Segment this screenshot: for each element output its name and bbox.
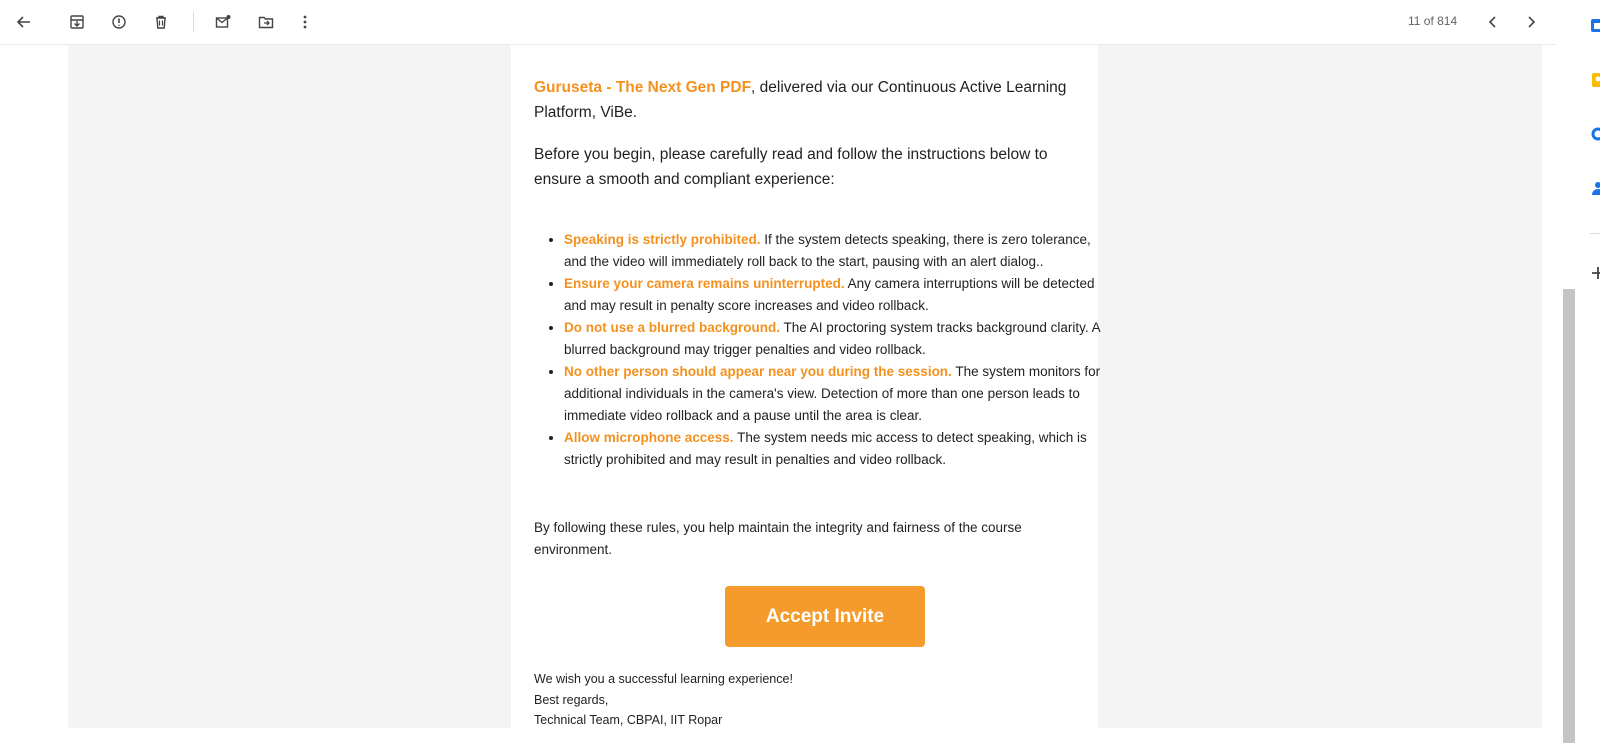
course-name-link[interactable]: Guruseta - The Next Gen PDF (534, 79, 752, 96)
more-options-button[interactable] (289, 6, 321, 38)
archive-button[interactable] (61, 6, 93, 38)
toolbar-divider (193, 12, 194, 32)
back-button[interactable] (8, 6, 40, 38)
rule-text: The system monitors for additional individuals in the camera's view. Detection of more than one person leads to immediate video rollback and a pause until the area is clear. (564, 364, 1101, 423)
intro-text: , delivered via our Continuous Active Learning Platform, ViBe. (534, 79, 1067, 121)
follow-rules-paragraph: By following these rules, you help maintain the integrity and fairness of the course environment. (534, 520, 1022, 557)
rule-title: Speaking is strictly prohibited. (564, 232, 761, 247)
instructions-intro: Before you begin, please carefully read and follow the instructions below to ensure a smooth and compliant experience: (534, 146, 1048, 188)
arrow-left-icon (16, 14, 32, 30)
report-spam-button[interactable] (103, 6, 135, 38)
list-item (564, 273, 1104, 317)
keep-icon[interactable] (1590, 72, 1600, 88)
list-item (564, 427, 1104, 471)
list-item (564, 317, 1104, 361)
closing-signature (534, 669, 793, 728)
more-vert-icon (297, 14, 313, 30)
chevron-left-icon (1485, 14, 1501, 30)
newer-message-button[interactable] (1477, 6, 1509, 38)
rule-text: Any camera interruptions will be detected and may result in penalty score increases and video rollback. (564, 276, 1095, 313)
rule-title: Ensure your camera remains uninterrupted. (564, 276, 845, 291)
closing-wish: We wish you a successful learning experience! (534, 672, 793, 686)
rule-title: No other person should appear near you during the session. (564, 364, 952, 379)
older-message-button[interactable] (1515, 6, 1547, 38)
mark-unread-icon (215, 14, 231, 30)
mark-unread-button[interactable] (207, 6, 239, 38)
rule-title: Do not use a blurred background. (564, 320, 781, 335)
folder-move-icon (258, 14, 274, 30)
side-panel-divider (1590, 233, 1600, 234)
intro-paragraph (534, 75, 1074, 125)
chevron-right-icon (1523, 14, 1539, 30)
report-icon (111, 14, 127, 30)
scroll-track (1542, 45, 1556, 743)
calendar-icon[interactable] (1590, 17, 1600, 33)
accept-invite-button[interactable]: Accept Invite (725, 586, 925, 647)
closing-regards: Best regards, (534, 692, 609, 707)
rule-text: The system needs mic access to detect speaking, which is strictly prohibited and may result in penalties and video rollback. (564, 430, 1087, 467)
tasks-icon[interactable] (1590, 126, 1600, 142)
list-item (564, 229, 1104, 273)
closing-team: Technical Team, CBPAI, IIT Ropar (534, 713, 723, 727)
rule-text: The AI proctoring system tracks background clarity. A blurred background may trigger penalties and video rollback. (564, 320, 1100, 357)
add-icon[interactable] (1590, 265, 1600, 281)
side-panel (1576, 0, 1600, 743)
email-body-area (68, 45, 1542, 728)
list-item (564, 361, 1104, 427)
delete-button[interactable] (145, 6, 177, 38)
rules-list (534, 229, 1104, 471)
message-counter: 11 of 814 (1408, 14, 1458, 28)
contacts-icon[interactable] (1590, 180, 1600, 196)
trash-icon (153, 14, 169, 30)
rule-title: Allow microphone access. (564, 430, 734, 445)
email-card (511, 45, 1101, 728)
rule-text: If the system detects speaking, there is zero tolerance, and the video will immediately roll back to the start, pausing with an alert dialog.. (564, 232, 1091, 269)
toolbar (0, 0, 1556, 45)
scrollbar-thumb[interactable] (1563, 289, 1575, 743)
move-to-button[interactable] (250, 6, 282, 38)
archive-icon (69, 14, 85, 30)
